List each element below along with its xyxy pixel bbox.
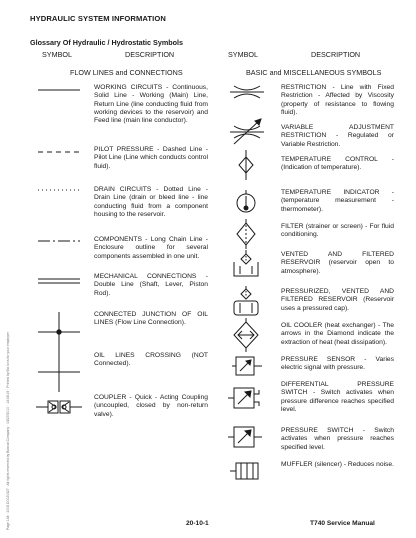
right-item-desc: PRESSURE SENSOR - Varies electric signal with pressure. [281,356,394,372]
quick-coupler-icon [36,398,82,416]
temperature-control-icon [236,150,256,180]
left-item-desc: CONNECTED JUNCTION OF OIL LINES (Flow Line Connection). [94,311,208,327]
double-line-icon [38,278,80,284]
right-item-desc: FILTER (strainer or screen) - For fluid conditioning. [281,223,394,239]
left-item-desc: OIL LINES CROSSING (NOT Connected). [94,352,208,368]
temperature-indicator-icon [234,190,258,216]
page-subtitle: Glossary Of Hydraulic / Hydrostatic Symbols [30,38,183,47]
right-description-header: DESCRIPTION [311,50,361,59]
right-item-desc: VARIABLE ADJUSTMENT RESTRICTION - Regulated or Variable Restriction. [281,124,394,148]
pressure-switch-icon [228,424,262,450]
footer-manual-name: T740 Service Manual [310,520,375,527]
pressurized-reservoir-icon [230,286,262,318]
right-item-desc: RESTRICTION - Line with Fixed Restriction - Affected by Viscosity (property of resistance to flowing fluid). [281,84,394,116]
left-symbol-header: SYMBOL [42,50,72,59]
left-description-header: DESCRIPTION [125,50,175,59]
right-item-desc: TEMPERATURE CONTROL - (Indication of temperature). [281,156,394,172]
right-item-desc: PRESSURE SWITCH - Switch activates when pressure reaches specified level. [281,427,394,451]
dashed-line-icon [38,150,80,154]
variable-restriction-icon [230,118,264,146]
page-title: HYDRAULIC SYSTEM INFORMATION [30,14,166,23]
right-item-desc: PRESSURIZED, VENTED AND FILTERED RESERVOIR (Reservoir uses a pressured cap). [281,288,394,312]
right-item-desc: VENTED AND FILTERED RESERVOIR (reservoir open to atmosphere). [281,251,394,275]
left-item-desc: COMPONENTS - Long Chain Line - Enclosure outline for several components assembled in one unit. [94,236,208,260]
right-symbol-header: SYMBOL [228,50,258,59]
differential-pressure-switch-icon [228,384,262,412]
left-item-desc: WORKING CIRCUITS - Continuous, Solid Line - Working (Main) Line, Return Line (line conducting fluid from working devices to the reservoir) and Feed line (main line conductor). [94,84,208,125]
right-category: BASIC and MISCELLANEOUS SYMBOLS [246,68,382,77]
left-category: FLOW LINES and CONNECTIONS [70,68,183,77]
right-item-desc: MUFFLER (silencer) - Reduces noise. [281,461,394,468]
pressure-sensor-icon [232,354,262,378]
right-item-desc: TEMPERATURE INDICATOR - (temperature measurement - thermometer). [281,189,394,213]
oil-cooler-icon [232,318,260,352]
vented-reservoir-icon [230,250,262,280]
filter-icon [234,219,258,249]
right-item-desc: OIL COOLER (heat exchanger) - The arrows in the Diamond indicate the extraction of heat (heat dissipation). [281,322,394,346]
right-item-desc: DIFFERENTIAL PRESSURE SWITCH - Switch activates when pressure difference reaches specified level. [281,381,394,413]
margin-print-info: Page 144 · 2008 D0020427 · All rights reserved by Bobcat Company · 04/27/2010 · 14:38:19 · Printed by Bix Ions for your employer [6,332,10,530]
left-item-desc: PILOT PRESSURE - Dashed Line - Pilot Line (Line which conducts control fluid). [94,146,208,170]
fixed-restriction-icon [230,82,264,102]
solid-line-icon [38,88,80,92]
left-item-desc: DRAIN CIRCUITS - Dotted Line - Drain Line (drain or bleed line - line conducting fluid from a component housing to the reservoir. [94,186,208,218]
dotted-line-icon [38,188,80,192]
lines-crossing-icon [38,352,80,392]
footer-page-number: 20-10-1 [186,520,209,527]
muffler-icon [230,460,264,482]
long-chain-line-icon [38,239,80,243]
connected-junction-icon [38,312,80,352]
left-item-desc: COUPLER - Quick - Acting Coupling (uncoupled, closed by non-return valve). [94,394,208,418]
left-item-desc: MECHANICAL CONNECTIONS - Double Line (Shaft, Lever, Piston Rod). [94,273,208,297]
